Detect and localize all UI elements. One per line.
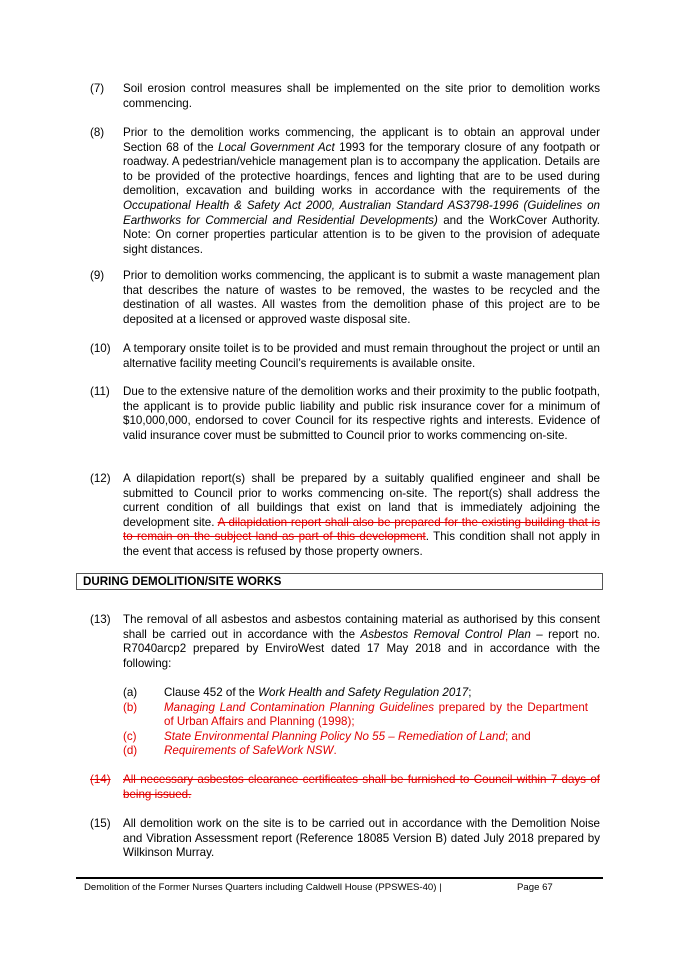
sub-item-text: [164, 686, 588, 701]
text-run: Clause 452 of the: [164, 686, 259, 699]
text-run: A dilapidation report(s) shall be prepared by a suitably qualified engineer and shall be submitted to Council prior to works commencing on-site. The report(s) shall address the current condition of all buildings that exist on land that is immediately adjoining the development site.: [123, 472, 600, 529]
condition-number: (10): [90, 342, 111, 355]
sub-item-d: [123, 744, 588, 759]
sub-item-label: (a): [123, 686, 138, 699]
text-run: . This condition shall not apply in the event that access is refused by those property owners.: [123, 530, 600, 558]
condition-14: [90, 773, 600, 802]
text-run: Prior to the demolition works commencing, the applicant is to obtain an approval under Section 68 of the: [123, 126, 600, 154]
condition-number: (11): [90, 385, 110, 398]
condition-text: [123, 472, 600, 560]
sub-list: [123, 686, 588, 759]
text-run: Managing Land Contamination Planning Guidelines: [164, 700, 435, 714]
condition-text: [123, 269, 600, 327]
condition-number: (8): [90, 126, 105, 139]
sub-item-a: [123, 686, 588, 701]
condition-number: (12): [90, 472, 111, 485]
condition-9: [90, 269, 600, 327]
text-run: Requirements of SafeWork NSW: [164, 744, 334, 758]
text-run: Prior to demolition works commencing, the applicant is to submit a waste management plan that describes the nature of wastes to be removed, the wastes to be recycled and the destination of all wastes. All wastes from the demolition phase of this project are to be deposited at a licensed or approved waste disposal site.: [123, 269, 600, 326]
text-run: prepared by the Department of Urban Affairs and Planning (1998);: [164, 700, 588, 729]
footer-title: Demolition of the Former Nurses Quarters including Caldwell House (PPSWES-40) |: [84, 882, 442, 893]
condition-13: [90, 613, 600, 671]
condition-number: (15): [90, 817, 111, 830]
sub-item-label: (b): [123, 700, 138, 714]
condition-text: [123, 817, 600, 861]
text-run: .: [333, 744, 337, 758]
condition-10: [90, 342, 600, 371]
text-run: ;: [468, 686, 472, 699]
condition-text: [123, 773, 600, 802]
page-number: Page 67: [517, 882, 553, 893]
sub-item-b: [123, 701, 588, 730]
text-run: The removal of all asbestos and asbestos containing material as authorised by this consent shall be carried out in accordance with the: [123, 613, 600, 641]
section-heading: DURING DEMOLITION/SITE WORKS: [76, 573, 603, 590]
text-run: A dilapidation report shall also be prepared for the existing building that is to remain on the subject land as part of this development: [123, 515, 601, 544]
condition-text: [123, 82, 600, 111]
condition-7: [90, 82, 600, 111]
text-run: – report no. R7040arcp2 prepared by EnviroWest dated 17 May 2018 and in accordance with the following:: [123, 627, 600, 670]
condition-15: [90, 817, 600, 861]
condition-11: [90, 385, 600, 443]
sub-item-text: [164, 730, 588, 745]
text-run: A temporary onsite toilet is to be provided and must remain throughout the project or until an alternative facility meeting Council’s requirements is available onsite.: [123, 342, 600, 370]
sub-item-c: [123, 730, 588, 745]
text-run: All demolition work on the site is to be carried out in accordance with the Demolition Noise and Vibration Assessment report (Reference 18085 Version B) dated July 2018 prepared by Wilkinson Murray.: [123, 817, 600, 860]
text-run: Asbestos Removal Control Plan: [360, 627, 531, 641]
text-run: Work Health and Safety Regulation 2017: [258, 686, 469, 699]
condition-number: (14): [90, 773, 111, 786]
condition-number: (7): [90, 82, 105, 95]
text-run: 1993 for the temporary closure of any footpath or roadway. A pedestrian/vehicle management plan is to accompany the application. Details are to be provided of the protective hoardings, fences and lighting that are to be used during demolition, excavation and building works in accordance with the requirements of the: [123, 140, 600, 198]
text-run: Due to the extensive nature of the demolition works and their proximity to the public footpath, the applicant is to provide public liability and public risk insurance cover for a minimum of $10,000,000, endorsed to cover Council for its respective rights and interests. Evidence of valid insurance cover must be submitted to Council prior to works commencing on-site.: [123, 385, 600, 442]
sub-item-label: (d): [123, 744, 138, 758]
text-run: All necessary asbestos clearance certificates shall be furnished to Council within 7 days of being issued.: [123, 773, 600, 801]
footer-rule: [76, 877, 603, 879]
condition-number: (13): [90, 613, 111, 626]
sub-item-text: [164, 744, 588, 759]
text-run: and the WorkCover Authority. Note: On corner properties particular attention is to be given to the provision of adequate sight distances.: [123, 213, 600, 256]
sub-item-label: (c): [123, 729, 137, 743]
condition-text: [123, 385, 600, 443]
text-run: Local Government Act: [218, 140, 335, 154]
text-run: State Environmental Planning Policy No 55 – Remediation of Land: [164, 729, 505, 743]
condition-text: [123, 342, 600, 371]
condition-text: [123, 126, 600, 257]
condition-number: (9): [90, 269, 105, 282]
condition-text: [123, 613, 600, 671]
condition-8: [90, 126, 600, 257]
sub-item-text: [164, 701, 588, 730]
text-run: Occupational Health & Safety Act 2000, Australian Standard AS3798-1996 (Guidelines on Earthworks for Commercial and Residential Developments): [123, 198, 600, 227]
condition-12: [90, 472, 600, 560]
text-run: ; and: [504, 729, 531, 743]
text-run: Soil erosion control measures shall be implemented on the site prior to demolition works commencing.: [123, 82, 600, 110]
